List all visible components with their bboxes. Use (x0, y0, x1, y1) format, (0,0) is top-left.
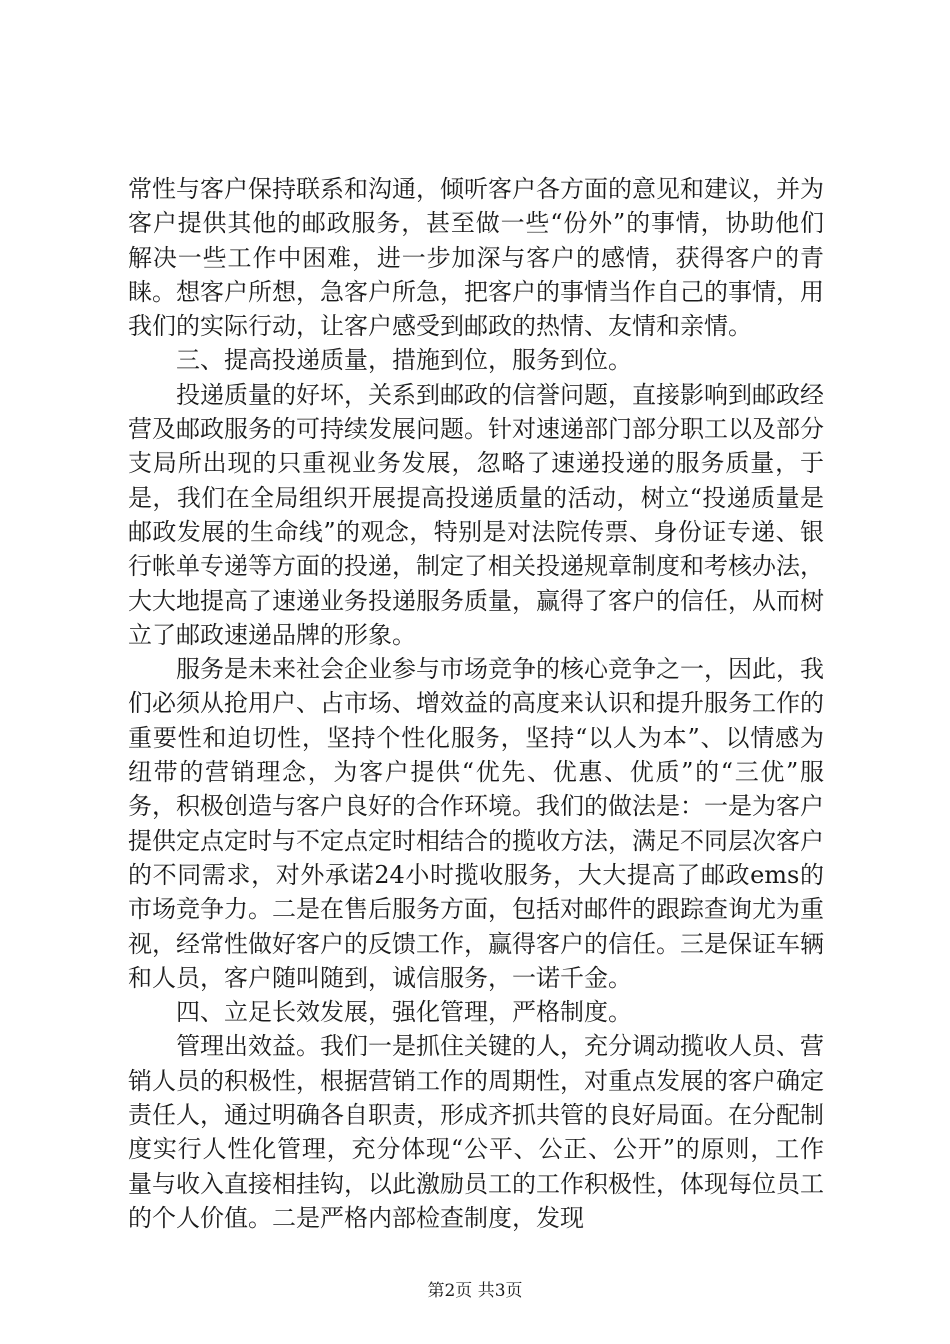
section-heading-4: 四、立足长效发展，强化管理，严格制度。 (176, 998, 632, 1027)
paragraph-continuation: 常性与客户保持联系和沟通，倾听客户各方面的意见和建议，并为客户提供其他的邮政服务，甚至做一些“份外”的事情，协助他们解决一些工作中困难，进一步加深与客户的感情，获得客户的青睐。想客户所想，急客户所急，把客户的事情当作自己的事情，用我们的实际行动，让客户感受到邮政的热情、友情和亲情。 (128, 175, 824, 341)
page-number-footer: 第2页 共3页 (427, 1281, 523, 1301)
paragraph-management: 管理出效益。我们一是抓住关键的人，充分调动揽收人员、营销人员的积极性，根据营销工作的周期性，对重点发展的客户确定责任人，通过明确各自职责，形成齐抓共管的良好局面。在分配制度实行人性化管理，充分体现“公平、公正、公开”的原则，工作量与收入直接相挂钩，以此激励员工的工作积极性，体现每位员工的个人价值。二是严格内部检查制度，发现 (128, 1032, 824, 1232)
paragraph-service: 服务是未来社会企业参与市场竞争的核心竞争之一，因此，我们必须从抢用户、占市场、增效益的高度来认识和提升服务工作的重要性和迫切性，坚持个性化服务，坚持“以人为本”、以情感为纽带的营销理念，为客户提供“优先、优惠、优质”的“三优”服务，积极创造与客户良好的合作环境。我们的做法是：一是为客户提供定点定时与不定点定时相结合的揽收方法，满足不同层次客户的不同需求，对外承诺24小时揽收服务，大大提高了邮政ems的市场竞争力。二是在售后服务方面，包括对邮件的跟踪查询尤为重视，经常性做好客户的反馈工作，赢得客户的信任。三是保证车辆和人员，客户随叫随到，诚信服务，一诺千金。 (128, 655, 824, 992)
paragraph-delivery-quality: 投递质量的好坏，关系到邮政的信誉问题，直接影响到邮政经营及邮政服务的可持续发展问题。针对速递部门部分职工以及部分支局所出现的只重视业务发展，忽略了速递投递的服务质量，于是，我们在全局组织开展提高投递质量的活动，树立“投递质量是邮政发展的生命线”的观念，特别是对法院传票、身份证专递、银行帐单专递等方面的投递，制定了相关投递规章制度和考核办法，大大地提高了速递业务投递服务质量，赢得了客户的信任，从而树立了邮政速递品牌的形象。 (128, 380, 824, 649)
section-heading-3: 三、提高投递质量，措施到位，服务到位。 (176, 346, 632, 375)
document-body (128, 172, 824, 1235)
